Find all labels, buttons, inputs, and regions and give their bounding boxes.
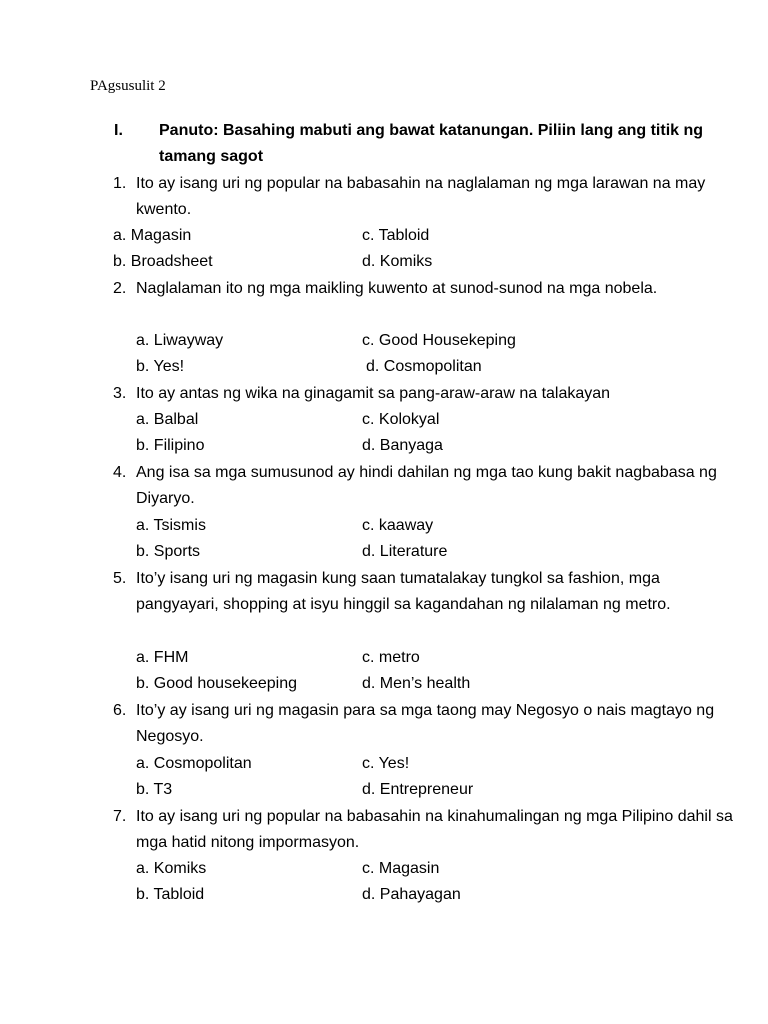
option-d: d. Cosmopolitan: [366, 358, 482, 375]
option-d: d. Men’s health: [362, 675, 471, 692]
option-b: b. Broadsheet: [113, 253, 213, 270]
option-c: c. Yes!: [362, 755, 410, 772]
question-1: [113, 171, 733, 224]
question-text: Ito’y isang uri ng magasin kung saan tumatalakay tungkol sa fashion, mga pangyayari, shopping at isyu hinggil sa kagandahan ng nilalaman ng metro.: [136, 570, 671, 614]
option-b: b. Yes!: [136, 358, 185, 375]
option-b: b. Tabloid: [136, 886, 205, 903]
option-d: d. Pahayagan: [362, 886, 461, 903]
option-b: b. T3: [136, 781, 173, 798]
question-2: [113, 276, 733, 302]
question-text: Ito ay isang uri ng popular na babasahin na kinahumalingan ng mga Pilipino dahil sa mga hatid nitong impormasyon.: [136, 808, 733, 852]
question-5: [113, 566, 733, 619]
instruction-block: [114, 118, 714, 170]
option-b: b. Good housekeeping: [136, 675, 298, 692]
question-7: [113, 804, 733, 857]
option-c: c. Good Housekeping: [362, 332, 516, 349]
option-d: d. Entrepreneur: [362, 781, 474, 798]
option-b: b. Sports: [136, 543, 201, 560]
question-3: [113, 381, 733, 407]
question-text: Ito’y ay isang uri ng magasin para sa mga taong may Negosyo o nais magtayo ng Negosyo.: [136, 702, 715, 746]
option-a: a. Cosmopolitan: [136, 755, 252, 772]
question-number: 7.: [113, 808, 127, 825]
instruction-number: I.: [114, 122, 123, 139]
option-c: c. Magasin: [362, 860, 440, 877]
question-4: [113, 460, 733, 513]
option-a: a. FHM: [136, 649, 189, 666]
question-text: Ang isa sa mga sumusunod ay hindi dahilan ng mga tao kung bakit nagbabasa ng Diyaryo.: [136, 464, 717, 508]
question-6: [113, 698, 733, 751]
question-text: Ito ay isang uri ng popular na babasahin na naglalaman ng mga larawan na may kwento.: [136, 175, 706, 219]
question-text: Ito ay antas ng wika na ginagamit sa pang-araw-araw na talakayan: [136, 385, 611, 402]
option-a: a. Komiks: [136, 860, 207, 877]
question-number: 2.: [113, 280, 127, 297]
option-c: c. Tabloid: [362, 227, 430, 244]
option-d: d. Komiks: [362, 253, 433, 270]
option-c: c. Kolokyal: [362, 411, 440, 428]
option-c: c. kaaway: [362, 517, 434, 534]
question-number: 4.: [113, 464, 127, 481]
option-c: c. metro: [362, 649, 420, 666]
option-a: a. Liwayway: [136, 332, 224, 349]
question-number: 1.: [113, 175, 127, 192]
question-text: Naglalaman ito ng mga maikling kuwento at sunod-sunod na mga nobela.: [136, 280, 658, 297]
option-d: d. Banyaga: [362, 437, 443, 454]
option-a: a. Balbal: [136, 411, 199, 428]
question-number: 5.: [113, 570, 127, 587]
question-number: 3.: [113, 385, 127, 402]
option-a: a. Tsismis: [136, 517, 206, 534]
instruction-text: Panuto: Basahing mabuti ang bawat katanungan. Piliin lang ang titik ng tamang sagot: [159, 122, 704, 165]
option-a: a. Magasin: [113, 227, 192, 244]
question-number: 6.: [113, 702, 127, 719]
document-header: PAgsusulit 2: [90, 78, 166, 94]
option-b: b. Filipino: [136, 437, 205, 454]
option-d: d. Literature: [362, 543, 448, 560]
